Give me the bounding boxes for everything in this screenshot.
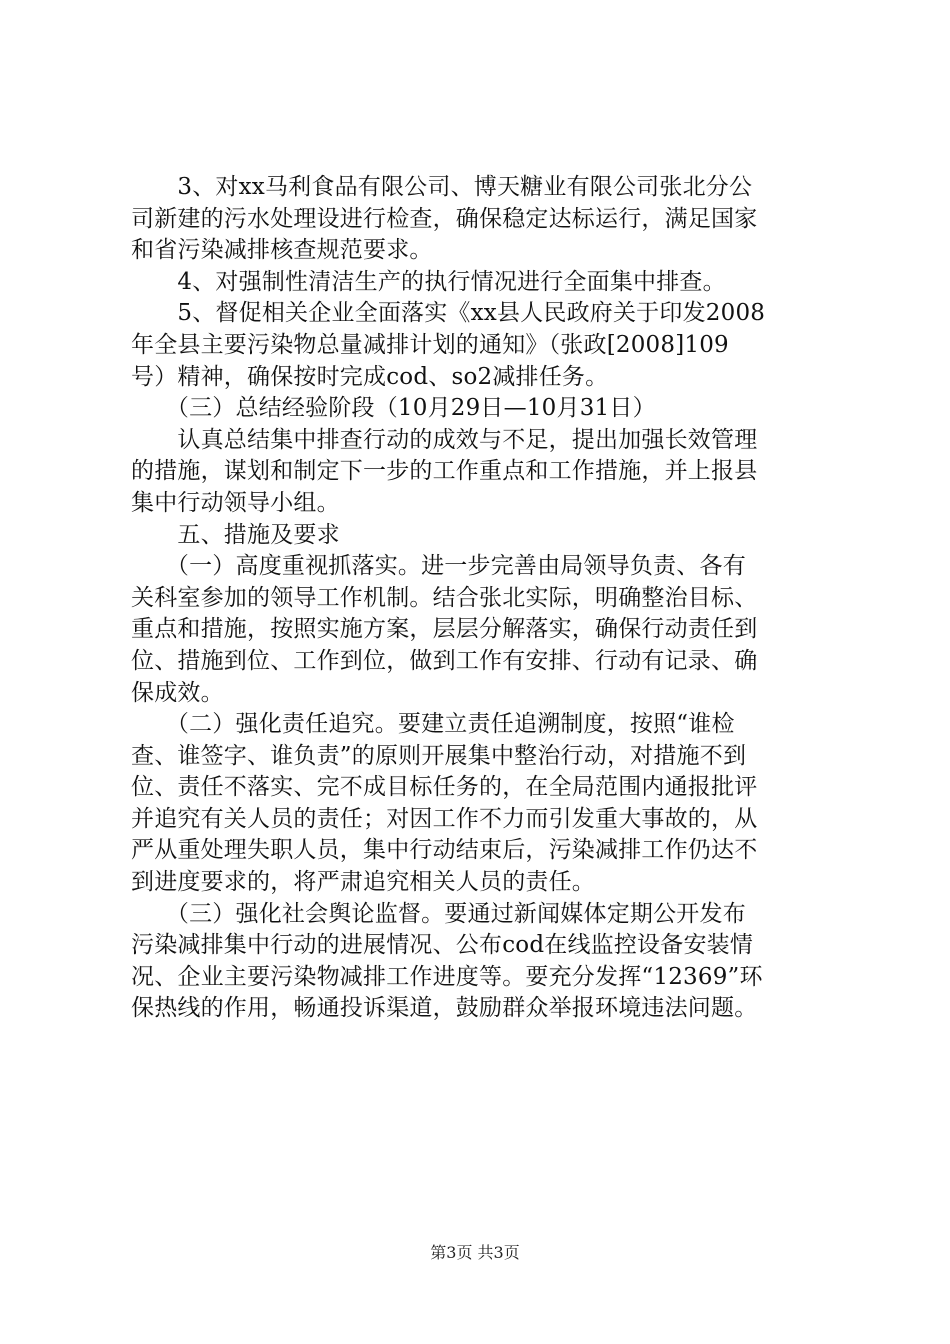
text-line: 并追究有关人员的责任；对因工作不力而引发重大事故的，从 [131, 805, 758, 832]
text-line: （二）强化责任追究。要建立责任追溯制度，按照“谁检 [131, 711, 735, 738]
text-line: 的措施，谋划和制定下一步的工作重点和工作措施，并上报县 [131, 458, 758, 485]
text-line: （三）强化社会舆论监督。要通过新闻媒体定期公开发布 [131, 900, 746, 927]
section-heading: 五、措施及要求 [131, 521, 340, 548]
text-line: 保成效。 [131, 679, 224, 706]
text-line: （一）高度重视抓落实。进一步完善由局领导负责、各有 [131, 553, 746, 580]
text-line: 4、对强制性清洁生产的执行情况进行全面集中排查。 [131, 268, 726, 295]
text-line: 集中行动领导小组。 [131, 489, 340, 516]
document-body [131, 172, 821, 1025]
text-line: 位、责任不落实、完不成目标任务的，在全局范围内通报批评 [131, 774, 758, 801]
section-heading: （三）总结经验阶段（10月29日—10月31日） [131, 395, 656, 422]
text-line: 况、企业主要污染物减排工作进度等。要充分发挥“12369”环 [131, 963, 763, 990]
page-number-footer: 第3页 共3页 [430, 1243, 520, 1262]
text-line: 严从重处理失职人员，集中行动结束后，污染减排工作仍达不 [131, 837, 758, 864]
text-line: 5、督促相关企业全面落实《xx县人民政府关于印发2008 [131, 300, 766, 327]
text-line: 司新建的污水处理设进行检查，确保稳定达标运行，满足国家 [131, 205, 758, 232]
text-line: 位、措施到位、工作到位，做到工作有安排、行动有记录、确 [131, 647, 758, 674]
text-line: 重点和措施，按照实施方案，层层分解落实，确保行动责任到 [131, 616, 758, 643]
text-line: 污染减排集中行动的进展情况、公布cod在线监控设备安装情 [131, 932, 754, 959]
text-line: 查、谁签字、谁负责”的原则开展集中整治行动，对措施不到 [131, 742, 747, 769]
text-line: 保热线的作用，畅通投诉渠道，鼓励群众举报环境违法问题。 [131, 995, 758, 1022]
text-line: 认真总结集中排查行动的成效与不足，提出加强长效管理 [131, 426, 758, 453]
text-line: 号）精神，确保按时完成cod、so2减排任务。 [131, 363, 609, 390]
text-line: 3、对xx马利食品有限公司、博天糖业有限公司张北分公 [131, 174, 753, 200]
text-line: 年全县主要污染物总量减排计划的通知》（张政[2008]109 [131, 331, 729, 358]
text-line: 和省污染减排核查规范要求。 [131, 237, 433, 264]
text-line: 关科室参加的领导工作机制。结合张北实际，明确整治目标、 [131, 584, 758, 611]
text-line: 到进度要求的，将严肃追究相关人员的责任。 [131, 869, 595, 896]
